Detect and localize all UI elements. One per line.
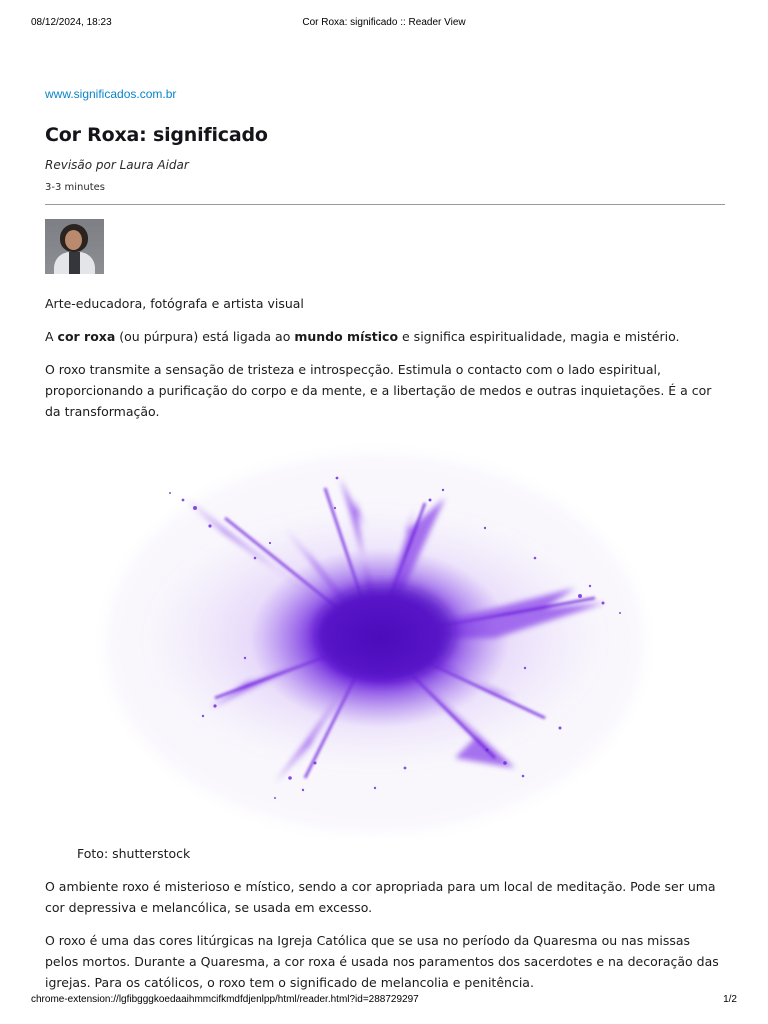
bold-mundo-mistico: mundo místico — [294, 329, 399, 344]
article-byline: Revisão por Laura Aidar — [45, 158, 189, 172]
paragraph-4: O roxo é uma das cores litúrgicas na Igreja Católica que se usa no período da Quaresma ou nas missas pelos mortos. Durante a Quaresma, a cor roxa é usada nos paramentos dos sacerdotes e na decoração das igrejas. Para os católicos, o roxo tem o significado de melancolia e penitência. — [45, 933, 719, 990]
print-page-title: Cor Roxa: significado :: Reader View — [302, 17, 466, 28]
article-title: Cor Roxa: significado — [45, 124, 268, 146]
purple-powder-explosion — [75, 438, 695, 838]
author-bio: Arte-educadora, fotógrafa e artista visual — [45, 296, 304, 311]
image-caption: Foto: shutterstock — [77, 846, 191, 861]
purple-powder-image — [45, 438, 725, 838]
print-url: chrome-extension://lgfibgggkoedaaihmmcifkmdfdjenlpp/html/reader.html?id=288729297 — [31, 994, 419, 1005]
author-avatar — [45, 219, 104, 274]
paragraph-intro: A cor roxa (ou púrpura) está ligada ao mundo místico e significa espiritualidade, magia e mistério. — [45, 329, 680, 344]
reading-time: 3-3 minutes — [45, 182, 105, 193]
reader-article — [45, 87, 725, 993]
print-header — [31, 17, 737, 31]
bold-cor-roxa: cor roxa — [57, 329, 116, 344]
print-datetime: 08/12/2024, 18:23 — [31, 17, 112, 28]
paragraph-2: O roxo transmite a sensação de tristeza e introspecção. Estimula o contacto com o lado espiritual, proporcionando a purificação do corpo e da mente, e a libertação de medos e outras inquietações. É a cor da transformação. — [45, 362, 712, 419]
print-page-number: 1/2 — [723, 994, 737, 1005]
paragraph-3: O ambiente roxo é misterioso e místico, sendo a cor apropriada para um local de meditação. Pode ser uma cor depressiva e melancólica, se usada em excesso. — [45, 879, 716, 915]
print-footer — [31, 994, 737, 1008]
source-site-link[interactable]: www.significados.com.br — [45, 87, 177, 101]
header-divider — [45, 204, 725, 205]
